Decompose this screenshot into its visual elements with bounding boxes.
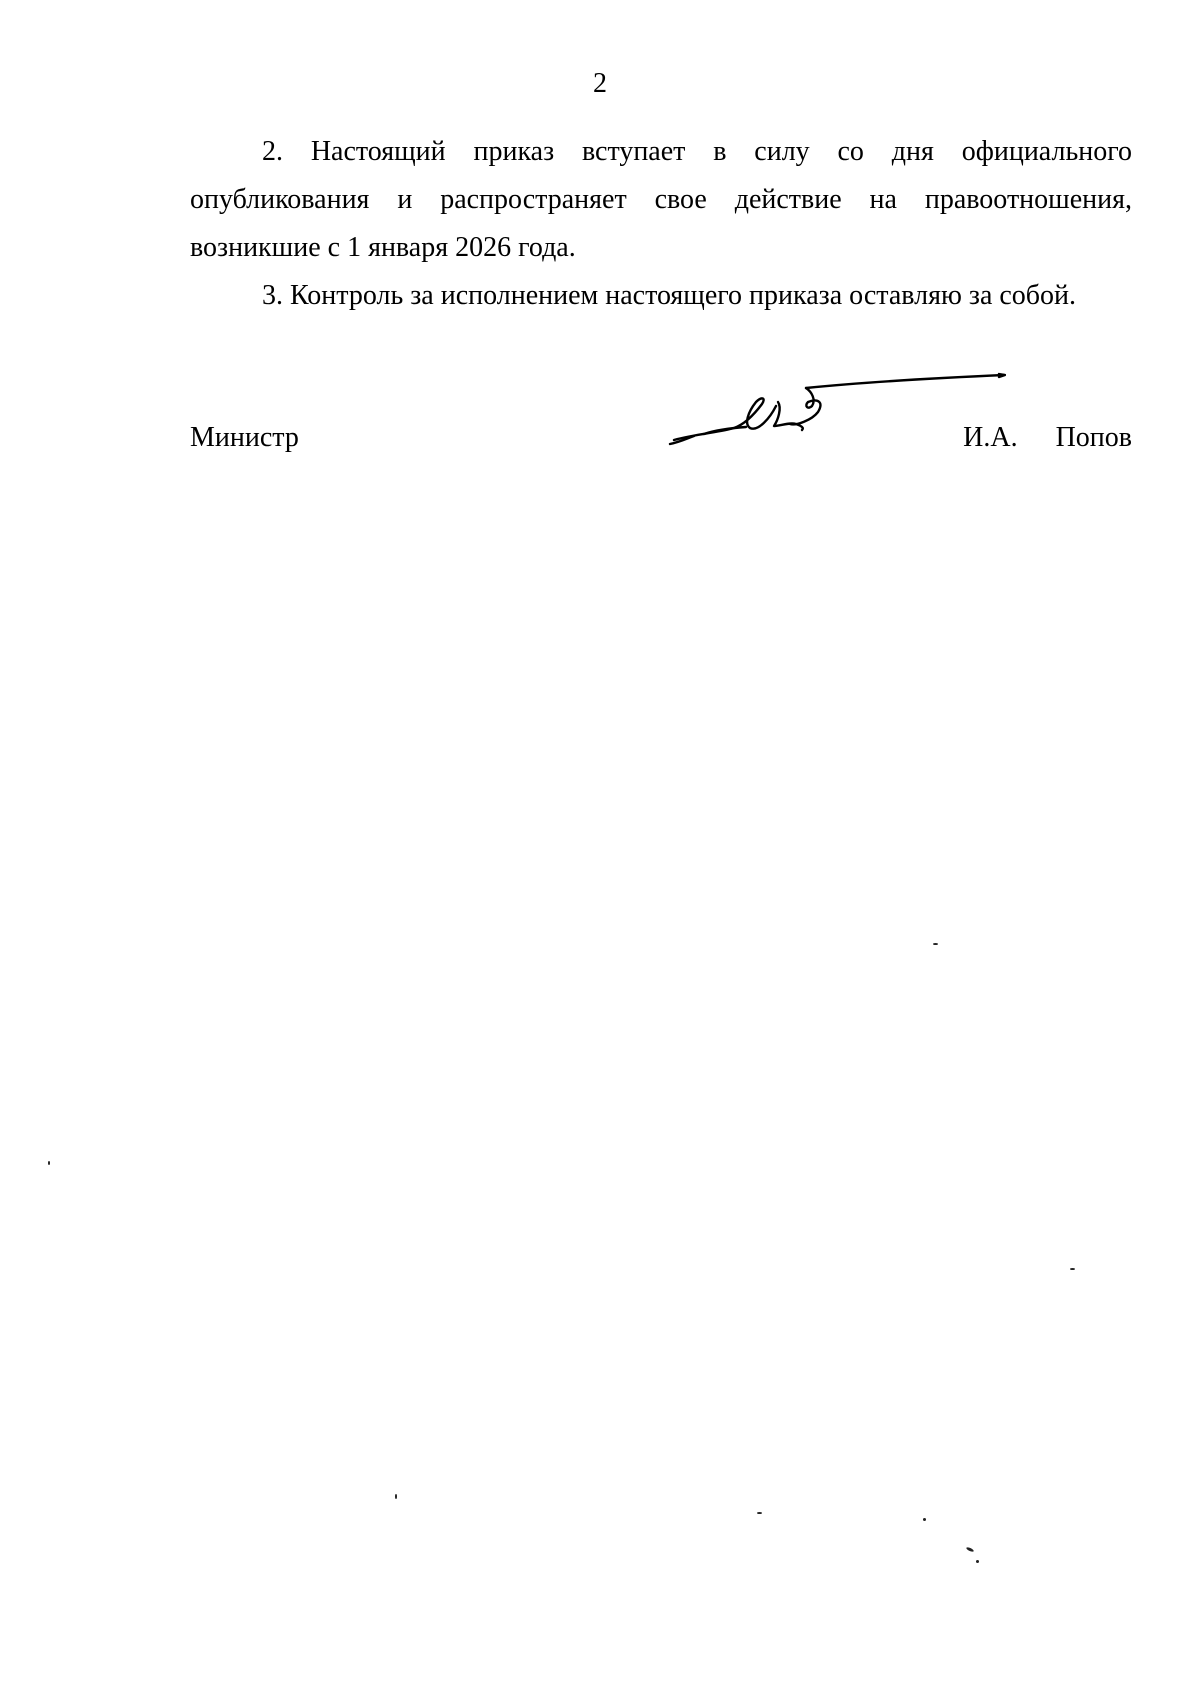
scan-speck: [966, 1546, 975, 1552]
paragraph-3: 3. Контроль за исполнением настоящего приказа оставляю за собой.: [262, 280, 1077, 311]
scan-speck: [757, 1512, 762, 1514]
scan-speck: [48, 1161, 50, 1165]
scan-speck: [933, 943, 938, 945]
document-body: [190, 128, 1132, 320]
scan-speck: [976, 1560, 979, 1563]
scan-speck: [1070, 1268, 1075, 1270]
scan-speck: [395, 1494, 397, 1499]
scan-speck: [923, 1518, 926, 1521]
signature-block: [190, 422, 1132, 462]
paragraph-2: 2. Настоящий приказ вступает в силу со дня официального опубликования и распространяет свое действие на правоотношения, возникшие с 1 января 2026 года.: [190, 136, 1132, 263]
signatory-name: И.А. Попов: [963, 422, 1132, 453]
signatory-title: Министр: [190, 422, 299, 453]
page-number: 2: [593, 68, 607, 99]
